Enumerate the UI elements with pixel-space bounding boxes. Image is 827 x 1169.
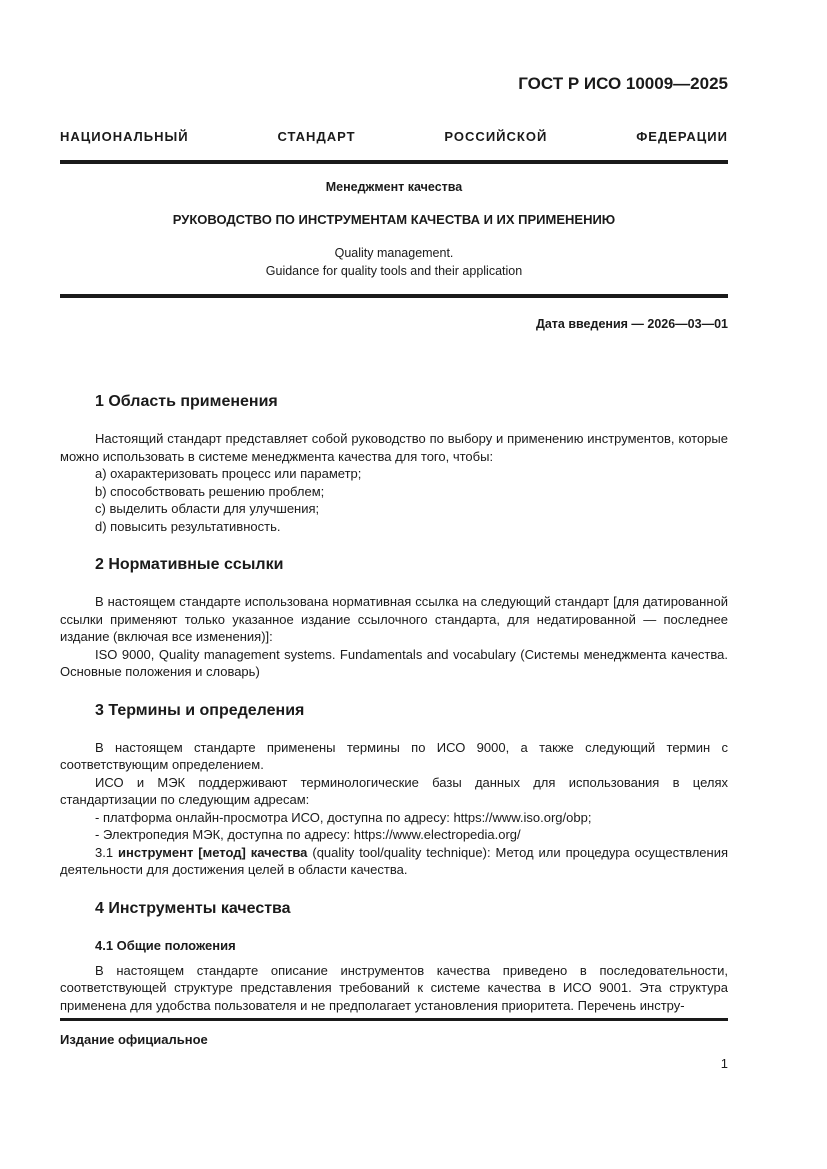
term-definition (60, 844, 728, 879)
subsection-heading: 4.1 Общие положения (95, 937, 236, 953)
introduction-date: Дата введения — 2026—03—01 (535, 317, 728, 331)
section-heading: 4 Инструменты качества (95, 899, 291, 917)
section-heading: 3 Термины и определения (95, 701, 305, 719)
english-title-line-1: Quality management. (334, 246, 454, 260)
dash-item: - платформа онлайн-просмотра ИСО, доступна по адресу: https://www.iso.org/obp; (95, 809, 592, 825)
section-scope (60, 391, 728, 535)
footer-divider (60, 1018, 728, 1021)
national-standard-banner: НАЦИОНАЛЬНЫЙ СТАНДАРТ РОССИЙСКОЙ ФЕДЕРАЦИИ (60, 129, 728, 144)
standard-number: ГОСТ Р ИСО 10009—2025 (518, 74, 728, 93)
title-category: Менеджмент качества (325, 180, 463, 194)
term-name: инструмент [метод] качества (118, 844, 308, 860)
paragraph: Настоящий стандарт представляет собой руководство по выбору и применению инструментов, которые можно использовать в системе менеджмента качества для того, чтобы: (60, 431, 728, 464)
document-page (60, 0, 728, 1169)
title-divider (60, 294, 728, 298)
term-number: 3.1 (95, 844, 114, 860)
list-item: c) выделить области для улучшения; (95, 501, 320, 516)
document-title: РУКОВОДСТВО ПО ИНСТРУМЕНТАМ КАЧЕСТВА И ИХ ПРИМЕНЕНИЮ (172, 212, 616, 227)
list-item: d) повысить результативность. (95, 518, 281, 534)
paragraph: В настоящем стандарте применены термины по ИСО 9000, а также следующий термин с соответствующим определением. (60, 739, 728, 772)
paragraph: ИСО и МЭК поддерживают терминологические базы данных для использования в целях стандартизации по следующим адресам: (60, 774, 728, 807)
page-number: 1 (720, 1056, 728, 1071)
top-divider (60, 160, 728, 164)
list-item: b) способствовать решению проблем; (95, 483, 325, 499)
paragraph: ISO 9000, Quality management systems. Fundamentals and vocabulary (Системы менеджмента качества. Основные положения и словарь) (60, 646, 728, 679)
section-heading: 1 Область применения (95, 393, 278, 410)
document-body (60, 391, 728, 1033)
section-normative-references (60, 554, 728, 681)
edition-label: Издание официальное (60, 1032, 208, 1047)
list-item: а) охарактеризовать процесс или параметр; (95, 466, 362, 481)
paragraph: В настоящем стандарте использована нормативная ссылка на следующий стандарт [для датированной ссылки применяют только указанное издание ссылочного стандарта, для недатированной — последнее издание (включая все изменения)]: (60, 594, 728, 644)
english-title (60, 244, 728, 280)
section-heading: 2 Нормативные ссылки (95, 556, 284, 573)
section-terms (60, 700, 728, 879)
english-title-line-2: Guidance for quality tools and their application (265, 264, 523, 278)
dash-item: - Электропедия МЭК, доступна по адресу: https://www.electropedia.org/ (95, 827, 521, 842)
term-text: (quality tool/quality technique): Метод или процедура осуществления деятельности для достижения целей в области качества. (60, 844, 729, 877)
section-quality-tools (60, 898, 728, 1015)
paragraph: В настоящем стандарте описание инструментов качества приведено в последовательности, соответствующей структуре представления требований к системе качества в ИСО 9001. Эта структура применена для удобства пользователя и не предполагает установления приоритета. Перечень инстру- (60, 962, 728, 1013)
